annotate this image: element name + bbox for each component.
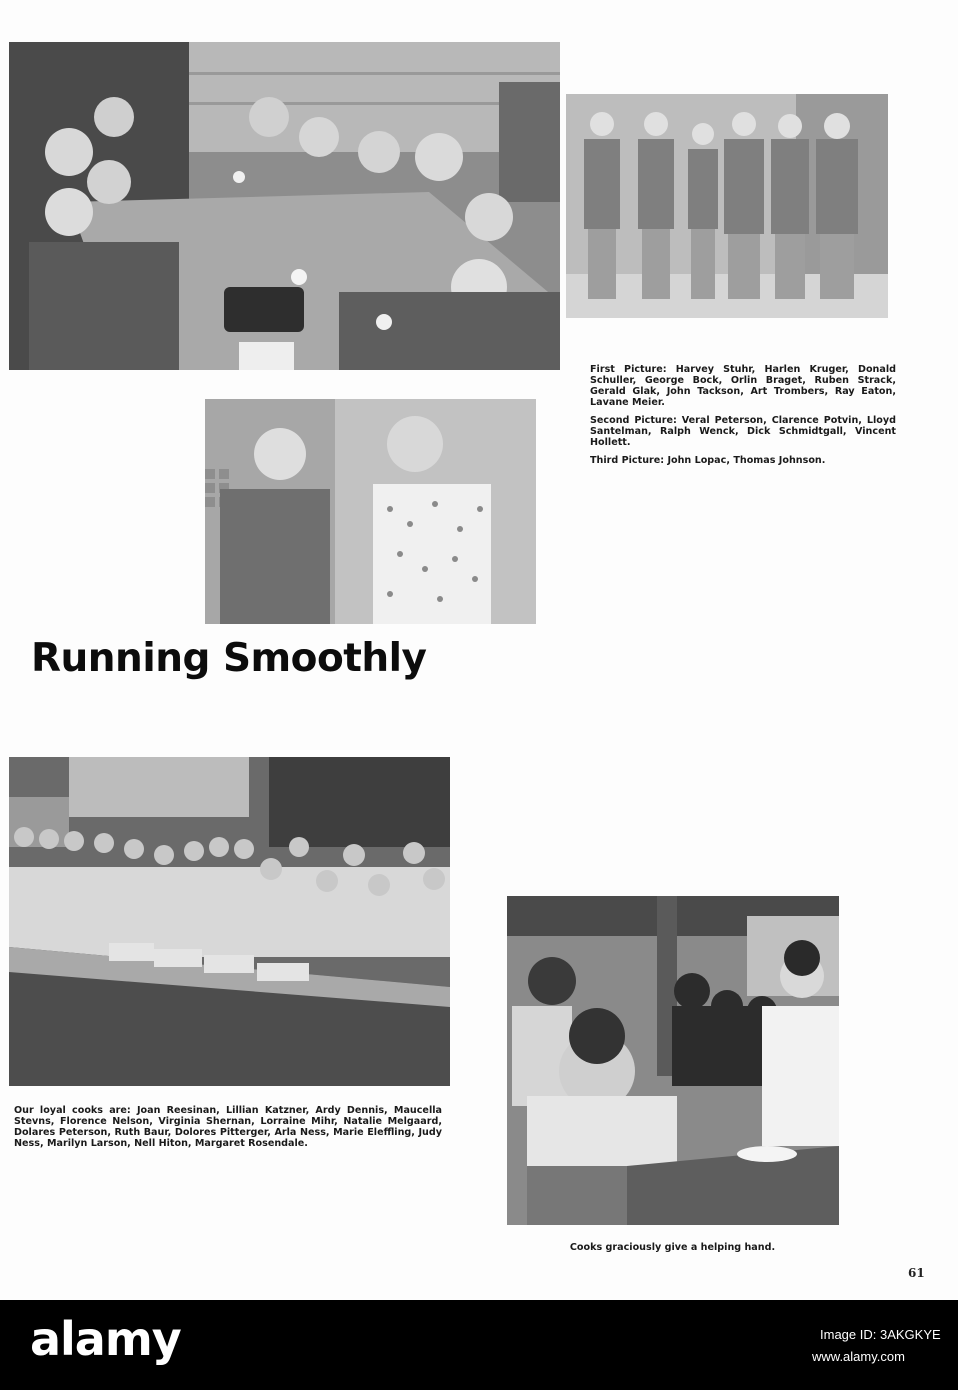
photo-cooks-serving-line [9,757,450,1086]
photo-custodians-lunch-table [9,42,560,370]
helping-hand-caption: Cooks graciously give a helping hand. [569,1242,776,1253]
cooks-caption: Our loyal cooks are: Joan Reesinan, Lillian Katzner, Ardy Dennis, Maucella Stevns, Florence Nelson, Virginia Shernan, Lorraine Mihr, Natalie Melgaard, Dolares Peterson, Ruth Baur, Dolores Pitterger, Arla Ness, Marie Eleffling, Judy Ness, Marilyn Larson, Nell Hiton, Margaret Rosendale. [14,1105,442,1149]
page-number: 61 [908,1266,925,1280]
third-picture-caption: Third Picture: John Lopac, Thomas Johnson. [590,455,826,466]
alamy-logo: alamy [30,1312,181,1366]
photo-two-men [205,399,536,624]
site-url-label: www.alamy.com [812,1349,905,1364]
photo-custodians-standing [566,94,888,318]
second-picture-caption: Second Picture: Veral Peterson, Clarence Potvin, Lloyd Santelman, Ralph Wenck, Dick Schmidtgall, Vincent Hollett. [590,415,896,448]
photo-cooks-helping-students [507,896,839,1225]
image-id-label: Image ID: 3AKGKYE [820,1327,941,1342]
first-picture-caption: First Picture: Harvey Stuhr, Harlen Kruger, Donald Schuller, George Bock, Orlin Braget, Ruben Strack, Gerald Glak, John Tackson, Art Trombers, Ray Eaton, Lavane Meier. [590,364,896,408]
page-headline: Running Smoothly [31,636,427,681]
caption-block [590,364,896,473]
